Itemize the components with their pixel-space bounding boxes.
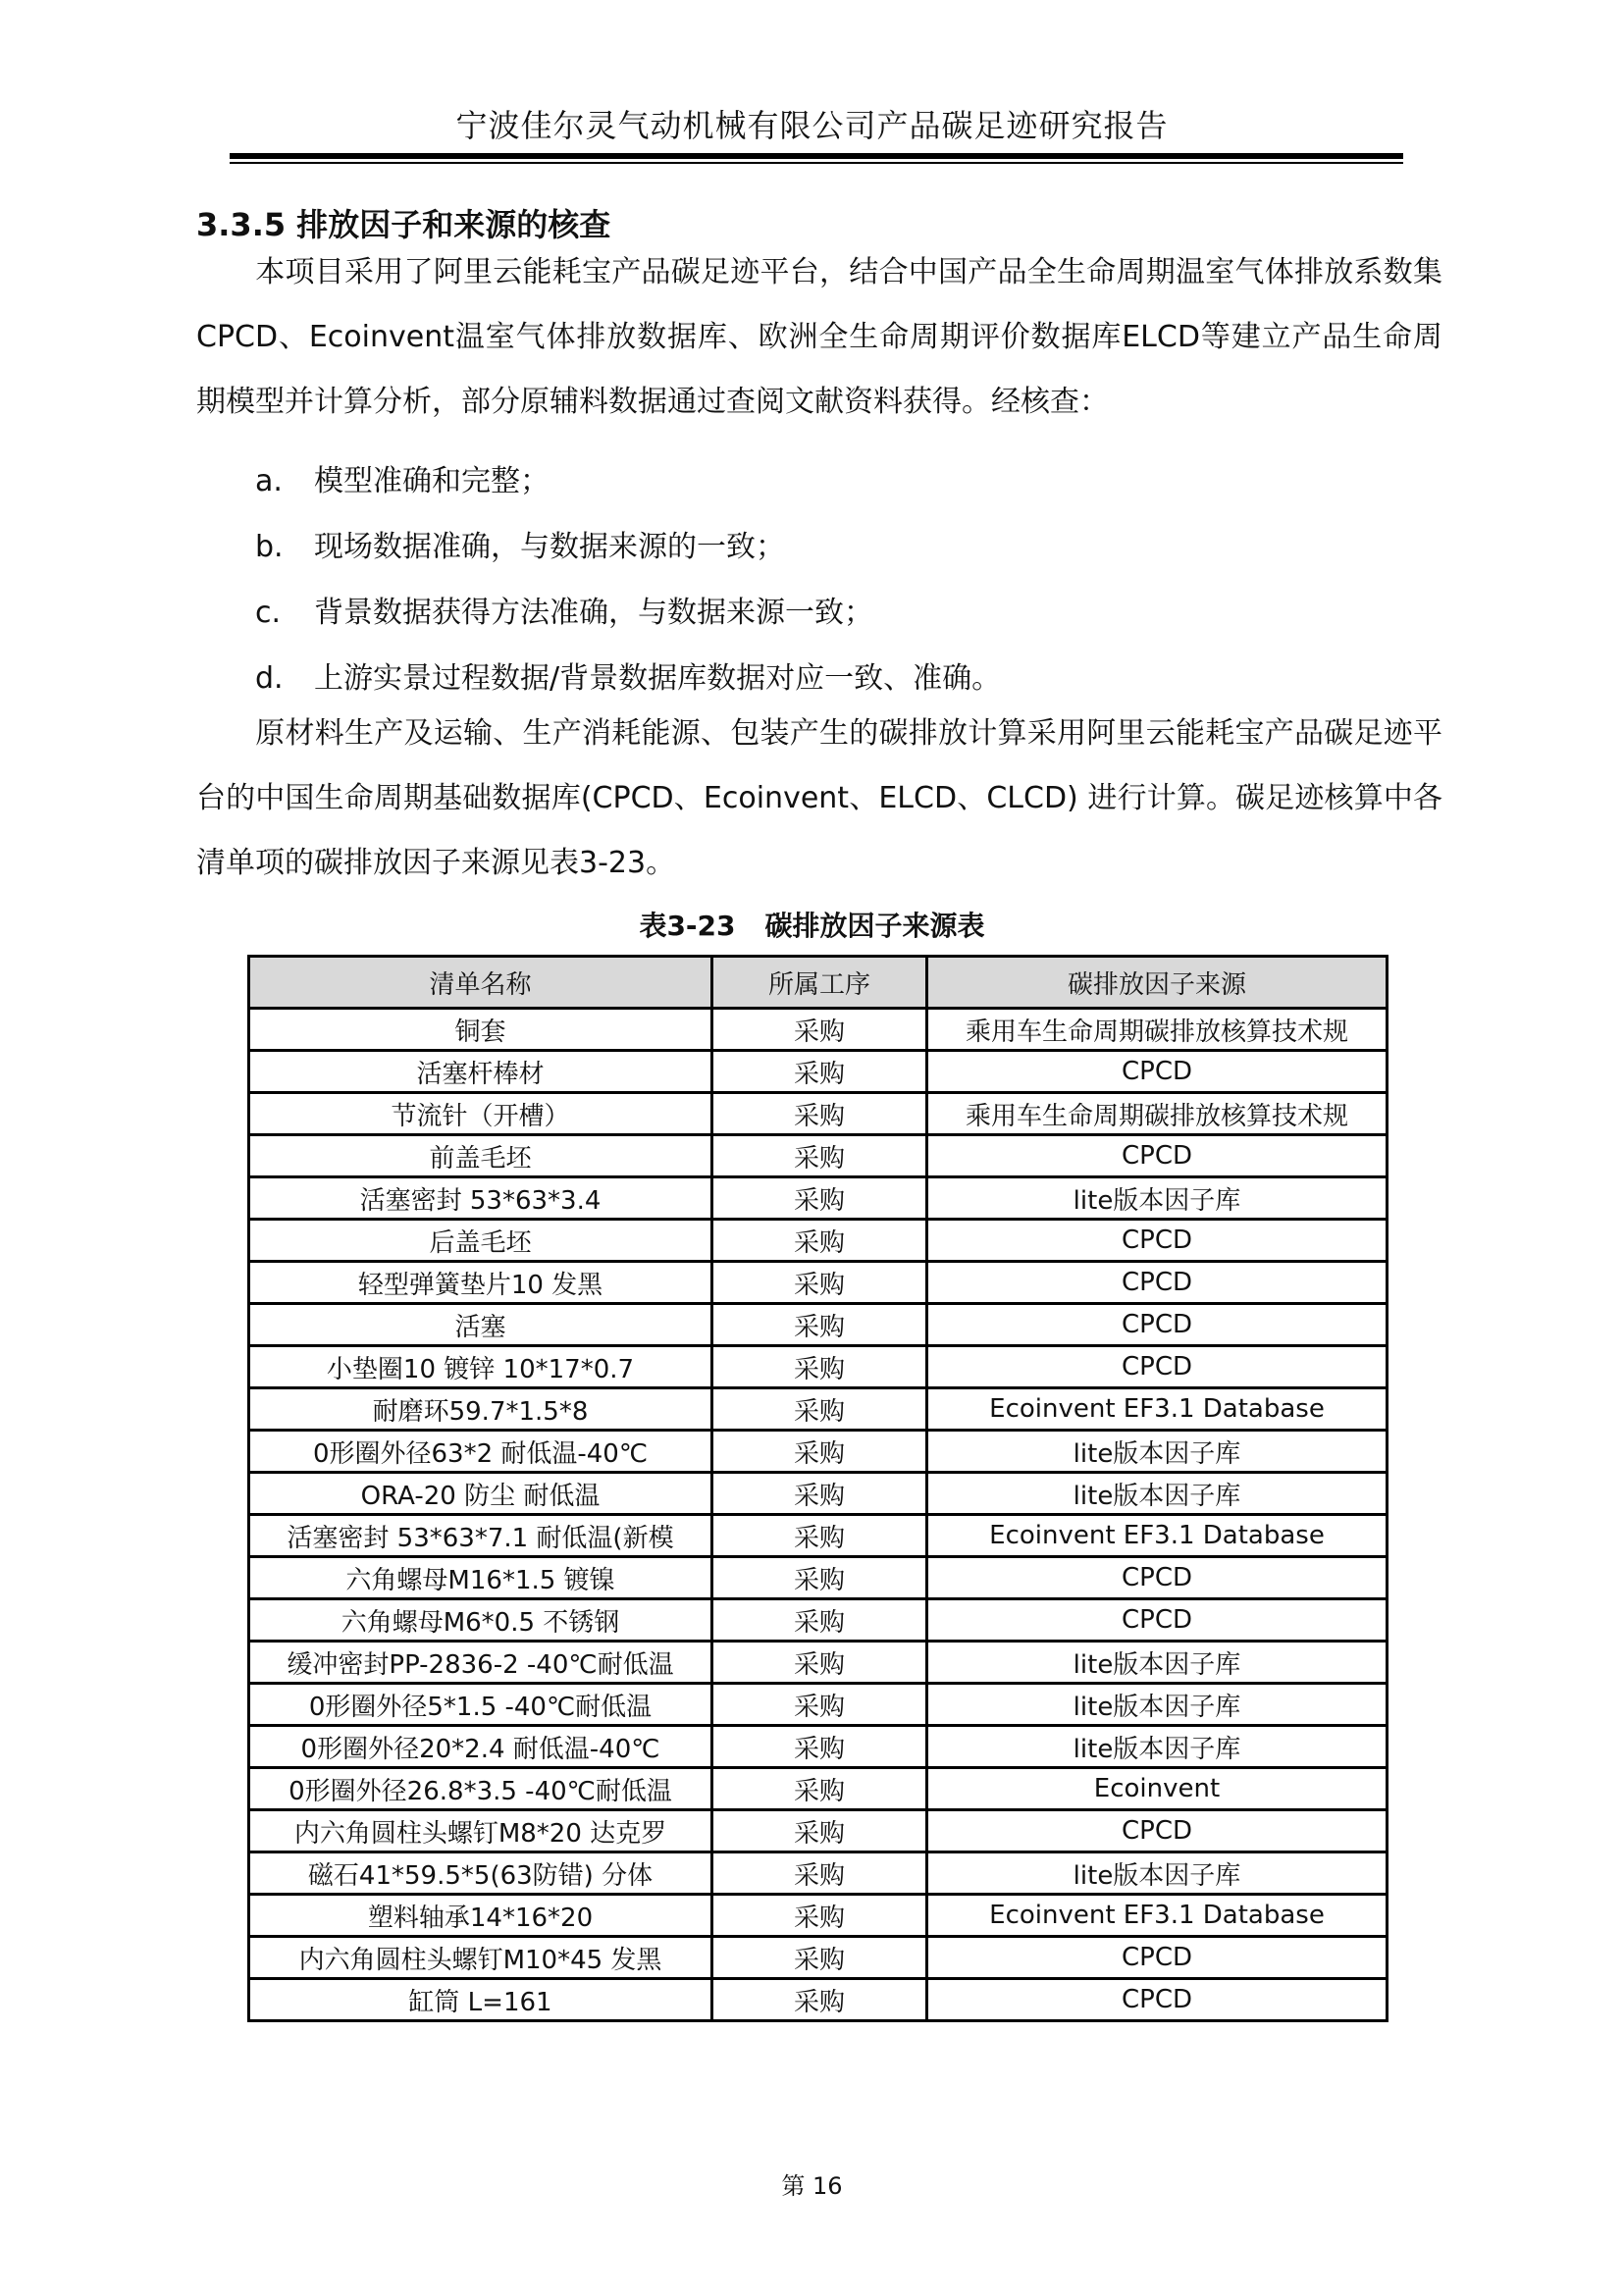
check-item-a [255, 456, 550, 499]
table-row [249, 1895, 1388, 1937]
table-row [249, 1346, 1388, 1388]
cell-item-name: 内六角圆柱头螺钉M10*45 发黑 [249, 1937, 712, 1979]
table-row [249, 1599, 1388, 1642]
cell-process: 采购 [712, 1768, 927, 1810]
cell-factor-source: CPCD [927, 1051, 1388, 1093]
cell-item-name: 小垫圈10 镀锌 10*17*0.7 [249, 1346, 712, 1388]
cell-item-name: 0形圈外径63*2 耐低温-40℃ [249, 1431, 712, 1473]
cell-item-name: 活塞 [249, 1304, 712, 1346]
cell-item-name: 0形圈外径20*2.4 耐低温-40℃ [249, 1726, 712, 1768]
column-header-process: 所属工序 [712, 957, 927, 1009]
cell-item-name: 节流针（开槽） [249, 1093, 712, 1135]
cell-item-name: 磁石41*59.5*5(63防错) 分体 [249, 1852, 712, 1895]
table-row [249, 1768, 1388, 1810]
cell-process: 采购 [712, 1810, 927, 1852]
table-row [249, 1810, 1388, 1852]
cell-factor-source: lite版本因子库 [927, 1852, 1388, 1895]
table-row [249, 1852, 1388, 1895]
cell-process: 采购 [712, 1557, 927, 1599]
cell-factor-source: 乘用车生命周期碳排放核算技术规 [927, 1009, 1388, 1051]
cell-item-name: 耐磨环59.7*1.5*8 [249, 1388, 712, 1431]
table-header-row [249, 957, 1388, 1009]
cell-process: 采购 [712, 1220, 927, 1262]
cell-item-name: 铜套 [249, 1009, 712, 1051]
cell-factor-source: CPCD [927, 1810, 1388, 1852]
cell-factor-source: CPCD [927, 1135, 1388, 1177]
cell-item-name: 0形圈外径26.8*3.5 -40℃耐低温 [249, 1768, 712, 1810]
second-paragraph-text: 原材料生产及运输、生产消耗能源、包装产生的碳排放计算采用阿里云能耗宝产品碳足迹平台的中国生命周期基础数据库(CPCD、Ecoinvent、ELCD、CLCD) 进行计算。碳足迹核算中各清单项的碳排放因子来源见表3-23。 [196, 716, 1442, 880]
cell-item-name: 缸筒 L=161 [249, 1979, 712, 2021]
section-heading: 3.3.5 排放因子和来源的核查 [196, 206, 611, 243]
table-row [249, 1388, 1388, 1431]
cell-item-name: 0形圈外径5*1.5 -40℃耐低温 [249, 1684, 712, 1726]
table-row [249, 1684, 1388, 1726]
cell-process: 采购 [712, 1177, 927, 1220]
cell-item-name: ORA-20 防尘 耐低温 [249, 1473, 712, 1515]
cell-factor-source: CPCD [927, 1599, 1388, 1642]
table-row [249, 1431, 1388, 1473]
cell-process: 采购 [712, 1388, 927, 1431]
cell-factor-source: 乘用车生命周期碳排放核算技术规 [927, 1093, 1388, 1135]
cell-process: 采购 [712, 1937, 927, 1979]
cell-factor-source: CPCD [927, 1304, 1388, 1346]
table-row [249, 1473, 1388, 1515]
intro-paragraph [196, 240, 1442, 435]
cell-process: 采购 [712, 1642, 927, 1684]
check-text: 背景数据获得方法准确，与数据来源一致； [314, 596, 873, 630]
cell-process: 采购 [712, 1515, 927, 1557]
cell-item-name: 后盖毛坯 [249, 1220, 712, 1262]
cell-factor-source: CPCD [927, 1262, 1388, 1304]
cell-process: 采购 [712, 1009, 927, 1051]
check-marker: b. [255, 530, 284, 564]
check-marker: c. [255, 596, 282, 630]
cell-process: 采购 [712, 1304, 927, 1346]
cell-process: 采购 [712, 1051, 927, 1093]
cell-process: 采购 [712, 1346, 927, 1388]
cell-item-name: 六角螺母M6*0.5 不锈钢 [249, 1599, 712, 1642]
cell-process: 采购 [712, 1431, 927, 1473]
cell-process: 采购 [712, 1979, 927, 2021]
cell-item-name: 塑料轴承14*16*20 [249, 1895, 712, 1937]
cell-factor-source: CPCD [927, 1557, 1388, 1599]
cell-item-name: 活塞密封 53*63*7.1 耐低温(新模 [249, 1515, 712, 1557]
cell-factor-source: lite版本因子库 [927, 1473, 1388, 1515]
second-paragraph [196, 702, 1442, 896]
page-number: 第 16 [781, 2172, 843, 2200]
cell-factor-source: CPCD [927, 1346, 1388, 1388]
cell-factor-source: CPCD [927, 1979, 1388, 2021]
column-header-factor-source: 碳排放因子来源 [927, 957, 1388, 1009]
cell-item-name: 内六角圆柱头螺钉M8*20 达克罗 [249, 1810, 712, 1852]
check-text: 模型准确和完整； [314, 464, 550, 498]
cell-process: 采购 [712, 1852, 927, 1895]
header-divider-thin [230, 162, 1403, 164]
table-row [249, 1093, 1388, 1135]
check-marker: d. [255, 661, 284, 696]
cell-process: 采购 [712, 1135, 927, 1177]
cell-factor-source: lite版本因子库 [927, 1726, 1388, 1768]
emission-factor-table [247, 955, 1388, 2022]
table-row [249, 1979, 1388, 2021]
cell-factor-source: lite版本因子库 [927, 1642, 1388, 1684]
cell-process: 采购 [712, 1726, 927, 1768]
cell-process: 采购 [712, 1473, 927, 1515]
table-caption-number: 表3-23 [639, 910, 736, 942]
cell-factor-source: CPCD [927, 1220, 1388, 1262]
cell-item-name: 缓冲密封PP-2836-2 -40℃耐低温 [249, 1642, 712, 1684]
table-row [249, 1515, 1388, 1557]
cell-factor-source: Ecoinvent EF3.1 Database [927, 1895, 1388, 1937]
header-divider-thick [230, 153, 1403, 159]
cell-item-name: 前盖毛坯 [249, 1135, 712, 1177]
table-caption [0, 905, 1624, 944]
table-row [249, 1051, 1388, 1093]
table-body [249, 1009, 1388, 2021]
cell-process: 采购 [712, 1599, 927, 1642]
cell-factor-source: Ecoinvent EF3.1 Database [927, 1515, 1388, 1557]
table-row [249, 1177, 1388, 1220]
cell-item-name: 轻型弹簧垫片10 发黑 [249, 1262, 712, 1304]
table-row [249, 1557, 1388, 1599]
cell-process: 采购 [712, 1895, 927, 1937]
cell-item-name: 活塞杆棒材 [249, 1051, 712, 1093]
check-item-c [255, 588, 873, 631]
table-row [249, 1937, 1388, 1979]
cell-factor-source: Ecoinvent EF3.1 Database [927, 1388, 1388, 1431]
cell-factor-source: CPCD [927, 1937, 1388, 1979]
cell-process: 采购 [712, 1684, 927, 1726]
table-row [249, 1009, 1388, 1051]
cell-factor-source: lite版本因子库 [927, 1177, 1388, 1220]
check-text: 上游实景过程数据/背景数据库数据对应一致、准确。 [314, 661, 1002, 696]
cell-process: 采购 [712, 1262, 927, 1304]
table-row [249, 1262, 1388, 1304]
table-row [249, 1726, 1388, 1768]
check-marker: a. [255, 464, 283, 498]
cell-item-name: 六角螺母M16*1.5 镀镍 [249, 1557, 712, 1599]
intro-paragraph-text: 本项目采用了阿里云能耗宝产品碳足迹平台，结合中国产品全生命周期温室气体排放系数集CPCD、Ecoinvent温室气体排放数据库、欧洲全生命周期评价数据库ELCD等建立产品生命周期模型并计算分析，部分原辅料数据通过查阅文献资料获得。经核查： [196, 255, 1442, 419]
cell-item-name: 活塞密封 53*63*3.4 [249, 1177, 712, 1220]
report-header-title: 宁波佳尔灵气动机械有限公司产品碳足迹研究报告 [455, 107, 1169, 144]
table-row [249, 1642, 1388, 1684]
table-row [249, 1304, 1388, 1346]
table-row [249, 1135, 1388, 1177]
table-row [249, 1220, 1388, 1262]
cell-factor-source: lite版本因子库 [927, 1431, 1388, 1473]
check-item-b [255, 522, 785, 565]
cell-factor-source: lite版本因子库 [927, 1684, 1388, 1726]
cell-process: 采购 [712, 1093, 927, 1135]
check-text: 现场数据准确，与数据来源的一致； [314, 530, 785, 564]
column-header-item-name: 清单名称 [249, 957, 712, 1009]
check-item-d [255, 653, 1001, 697]
table-caption-title: 碳排放因子来源表 [764, 910, 985, 942]
cell-factor-source: Ecoinvent [927, 1768, 1388, 1810]
